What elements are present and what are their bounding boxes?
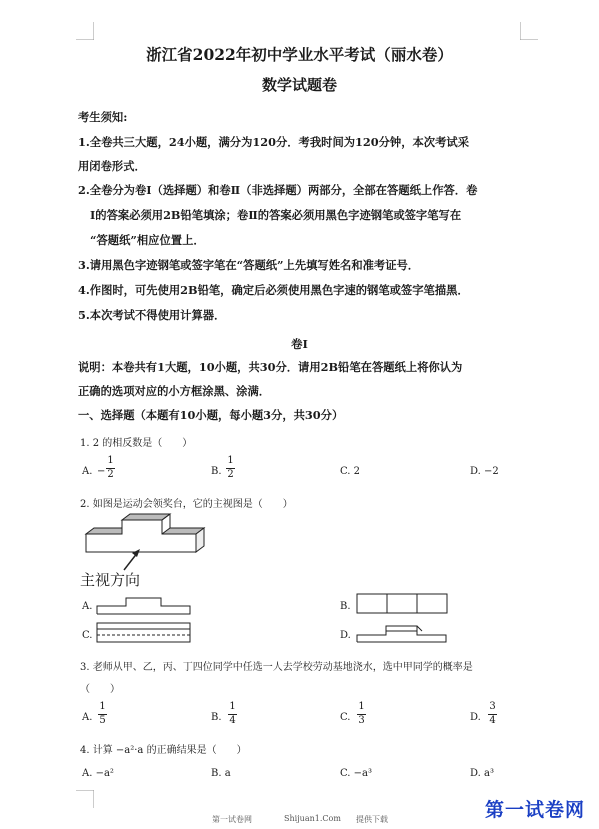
footer-download-text: 提供下载 bbox=[356, 815, 388, 824]
notice-heading: 考生须知: bbox=[78, 110, 128, 124]
denominator: 4 bbox=[489, 714, 496, 726]
q4-option-b: B. a bbox=[211, 768, 231, 779]
numerator: 1 bbox=[99, 701, 106, 712]
notice-line: 3.请用黑色字迹钢笔或签字笔在“答题纸”上先填写姓名和准考证号． bbox=[78, 258, 420, 272]
brand-watermark: 第一试卷网 bbox=[484, 799, 585, 821]
q1-option-b-fraction bbox=[226, 456, 235, 480]
q1-option-d: D. −2 bbox=[470, 466, 499, 477]
q3-option-b-fraction bbox=[228, 702, 237, 726]
question-3-stem: 3. 老师从甲、乙，丙、丁四位同学中任选一人去学校劳动基地浇水，选中甲同学的概率是 bbox=[80, 662, 473, 673]
numerator: 1 bbox=[229, 701, 236, 712]
q1-option-a-sign: − bbox=[97, 466, 106, 477]
q4-option-d: D. a³ bbox=[470, 768, 494, 779]
q3-option-b-label: B. bbox=[211, 712, 222, 723]
section-desc: 说明：本卷共有1大题，10小题，共30分．请用2B铅笔在答题纸上将你认为 bbox=[78, 360, 463, 374]
denominator: 4 bbox=[229, 714, 236, 726]
crop-mark-top-left bbox=[76, 22, 94, 40]
q1-option-a-fraction bbox=[106, 456, 115, 480]
numerator: 1 bbox=[107, 455, 114, 466]
denominator: 5 bbox=[99, 714, 106, 726]
footer-site-url[interactable]: Shijuan1.Com bbox=[284, 814, 341, 823]
question-1-stem: 1. 2 的相反数是（ ） bbox=[80, 438, 193, 449]
q3-option-c-label: C. bbox=[340, 712, 351, 723]
numerator: 1 bbox=[227, 455, 234, 466]
q3-option-d-fraction bbox=[488, 702, 497, 726]
notice-line: 5.本次考试不得使用计算器． bbox=[78, 308, 226, 322]
q1-option-a-label: A. bbox=[82, 466, 93, 477]
q3-option-d-label: D. bbox=[470, 712, 481, 723]
crop-mark-top-right bbox=[520, 22, 538, 40]
denominator: 3 bbox=[358, 714, 365, 726]
footer-site-name: 第一试卷网 bbox=[212, 815, 252, 824]
exam-title: 浙江省2022年初中学业水平考试（丽水卷） bbox=[146, 45, 453, 64]
q3-option-a-label: A. bbox=[82, 712, 93, 723]
section-title: 卷Ⅰ bbox=[291, 337, 308, 351]
denominator: 2 bbox=[107, 468, 114, 480]
q2-option-c-view bbox=[96, 622, 192, 644]
notice-line: 1.全卷共三大题，24小题，满分为120分．考我时间为120分钟，本次考试采 bbox=[78, 135, 469, 149]
q2-option-c-label: C. bbox=[82, 630, 93, 641]
q1-option-c: C. 2 bbox=[340, 466, 361, 477]
question-2-stem: 2. 如图是运动会领奖台，它的主视图是（ ） bbox=[80, 499, 293, 510]
q2-option-d-label: D. bbox=[340, 630, 351, 641]
q4-option-a: A. −a² bbox=[82, 768, 114, 779]
q2-option-a-view bbox=[96, 596, 192, 616]
denominator: 2 bbox=[227, 468, 234, 480]
q2-option-b-label: B. bbox=[340, 601, 351, 612]
part-heading: 一、选择题（本题有10小题，每小题3分，共30分） bbox=[78, 408, 344, 422]
q2-option-d-view bbox=[356, 622, 448, 644]
q1-option-b-label: B. bbox=[211, 466, 222, 477]
notice-line: Ⅰ的答案必须用2B铅笔填涂；卷Ⅱ的答案必须用黑色字迹钢笔或签字笔写在 bbox=[90, 208, 462, 222]
section-desc: 正确的选项对应的小方框涂黑、涂满． bbox=[78, 384, 271, 398]
view-direction-label: 主视方向 bbox=[80, 571, 141, 589]
q2-option-a-label: A. bbox=[82, 601, 93, 612]
numerator: 3 bbox=[489, 701, 496, 712]
podium-3d-figure bbox=[82, 512, 212, 572]
notice-line: 用闭卷形式． bbox=[78, 159, 146, 173]
numerator: 1 bbox=[358, 701, 365, 712]
notice-line: “答题纸”相应位置上． bbox=[90, 233, 205, 247]
notice-line: 2.全卷分为卷Ⅰ（选择题）和卷Ⅱ（非选择题）两部分，全部在答题纸上作答．卷 bbox=[78, 183, 478, 197]
exam-subtitle: 数学试题卷 bbox=[261, 76, 337, 94]
q3-option-c-fraction bbox=[357, 702, 366, 726]
q2-option-b-view bbox=[356, 593, 448, 615]
q3-option-a-fraction bbox=[98, 702, 107, 726]
crop-mark-bottom-left bbox=[76, 790, 94, 808]
q4-option-c: C. −a³ bbox=[340, 768, 373, 779]
question-4-stem: 4. 计算 −a²·a 的正确结果是（ ） bbox=[80, 745, 247, 756]
question-3-stem-cont: （ ） bbox=[80, 684, 120, 695]
notice-line: 4.作图时，可先使用2B铅笔，确定后必须使用黑色字速的钢笔或签字笔描黑． bbox=[78, 283, 469, 297]
